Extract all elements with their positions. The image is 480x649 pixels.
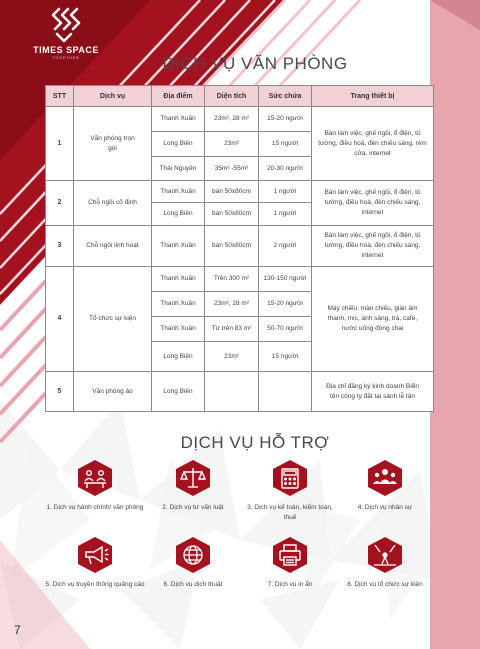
support-item-label: 2. Dịch vụ tư vấn luật <box>162 504 224 511</box>
equipment-cell: Máy chiếu, màn chiếu, giàn âm thanh, mic, ánh sáng, trà, cafe, nước uống đóng chai <box>312 267 434 372</box>
support-item-translation <box>143 536 243 590</box>
support-item-label: 7. Dịch vụ in ấn <box>267 581 313 588</box>
table-header-row <box>46 86 434 107</box>
location-cell: Thanh Xuân <box>152 317 205 342</box>
location-cell: Long Biên <box>152 372 205 412</box>
area-cell: 23m², 28 m² <box>205 292 259 317</box>
location-cell: Long Biên <box>152 342 205 372</box>
table-row <box>46 226 434 267</box>
support-item-legal <box>143 459 243 513</box>
area-cell: Trên 300 m² <box>205 267 259 292</box>
office-services-title: DỊCH VỤ VĂN PHÒNG <box>162 54 348 73</box>
service-cell: Chỗ ngồi cố định <box>74 181 152 226</box>
header-capacity: Sức chứa <box>259 86 312 107</box>
support-item-events <box>335 536 435 590</box>
area-cell: 23m² <box>205 342 259 372</box>
location-cell: Thanh Xuân <box>152 107 205 132</box>
capacity-cell: 15 người <box>259 342 312 372</box>
location-cell: Thanh Xuân <box>152 181 205 203</box>
capacity-cell: 15-20 người <box>259 107 312 132</box>
header-service: Dịch vụ <box>74 86 152 107</box>
printer-icon <box>271 536 309 574</box>
area-cell: 23m² <box>205 132 259 157</box>
header-location: Địa điểm <box>152 86 205 107</box>
support-services-title: DỊCH VỤ HỖ TRỢ <box>180 433 330 452</box>
location-cell: Thái Nguyên <box>152 157 205 181</box>
header-area: Diện tích <box>205 86 259 107</box>
stt-cell: 3 <box>46 226 74 267</box>
service-cell: Văn phòng trọn gói <box>74 107 152 181</box>
megaphone-icon <box>76 536 114 574</box>
area-cell: 23m², 28 m² <box>205 107 259 132</box>
meeting-icon <box>76 459 114 497</box>
support-item-label: 3. Dịch vụ kế toán, kiểm toán, thuế <box>247 504 333 521</box>
capacity-cell: 20-30 người <box>259 157 312 181</box>
capacity-cell: 15-20 người <box>259 292 312 317</box>
support-item-label: 6. Dịch vụ dịch thuật <box>163 581 223 588</box>
area-cell: bàn 50x80cm <box>205 226 259 267</box>
office-services-table <box>45 85 434 412</box>
area-cell: bàn 50x80cm <box>205 203 259 226</box>
support-item-accounting <box>240 459 340 523</box>
area-cell: Từ trên 83 m² <box>205 317 259 342</box>
equipment-cell: Bàn làm việc, ghế ngồi, ổ điện, tủ tường, điều hoà, đèn chiếu sáng, internet <box>312 181 434 226</box>
table-row <box>46 267 434 292</box>
table-row <box>46 372 434 412</box>
globe-icon <box>174 536 212 574</box>
brand-name: TIMES SPACE <box>33 45 99 55</box>
service-cell: Văn phòng ảo <box>74 372 152 412</box>
support-item-administrative <box>45 459 145 513</box>
capacity-cell <box>259 372 312 412</box>
page-number: 7 <box>14 623 21 637</box>
header-equipment: Trang thiết bị <box>312 86 434 107</box>
equipment-cell: Địa chỉ đăng ký kinh doanh Biển tên công ty đặt tại sảnh lễ tân <box>312 372 434 412</box>
stt-cell: 1 <box>46 107 74 181</box>
table-row <box>46 181 434 203</box>
capacity-cell: 50-70 người <box>259 317 312 342</box>
support-item-label: 8. Dịch vụ tổ chức sự kiện <box>347 581 423 588</box>
capacity-cell: 1 người <box>259 203 312 226</box>
service-cell: Chỗ ngồi linh hoạt <box>74 226 152 267</box>
header-stt: STT <box>46 86 74 107</box>
brand-logo <box>30 6 102 60</box>
law-scale-icon <box>174 459 212 497</box>
capacity-cell: 1 người <box>259 181 312 203</box>
area-cell: 35m² -55m² <box>205 157 259 181</box>
capacity-cell: 2 người <box>259 226 312 267</box>
area-cell: bàn 50x80cm <box>205 181 259 203</box>
support-item-printing <box>240 536 340 590</box>
support-item-hr <box>335 459 435 513</box>
equipment-cell: Bàn làm việc, ghế ngồi, ổ điện, tủ tường, điều hoà, đèn chiếu sáng, internet <box>312 226 434 267</box>
stt-cell: 2 <box>46 181 74 226</box>
capacity-cell: 15 người <box>259 132 312 157</box>
service-cell: Tổ chức sự kiện <box>74 267 152 372</box>
support-item-label: 1. Dịch vụ hành chính/ văn phòng <box>46 504 144 511</box>
location-cell: Thanh Xuân <box>152 267 205 292</box>
support-item-media <box>45 536 145 590</box>
support-item-label: 4. Dịch vụ nhân sự <box>357 504 413 511</box>
brand-tagline: TOGETHER <box>52 56 80 60</box>
people-group-icon <box>366 459 404 497</box>
accounting-icon <box>271 459 309 497</box>
location-cell: Long Biên <box>152 203 205 226</box>
area-cell <box>205 372 259 412</box>
location-cell: Thanh Xuân <box>152 292 205 317</box>
times-space-logo-icon <box>51 6 81 44</box>
stt-cell: 4 <box>46 267 74 372</box>
capacity-cell: 130-150 người <box>259 267 312 292</box>
location-cell: Long Biên <box>152 132 205 157</box>
equipment-cell: Bàn làm việc, ghế ngồi, ổ điện, tủ tường, điều hoà, đèn chiếu sáng, rèm cửa, internet <box>312 107 434 181</box>
location-cell: Thanh Xuân <box>152 226 205 267</box>
support-item-label: 5. Dịch vụ truyền thông quảng cáo <box>45 581 145 588</box>
stt-cell: 5 <box>46 372 74 412</box>
table-row <box>46 107 434 132</box>
event-stage-icon <box>366 536 404 574</box>
